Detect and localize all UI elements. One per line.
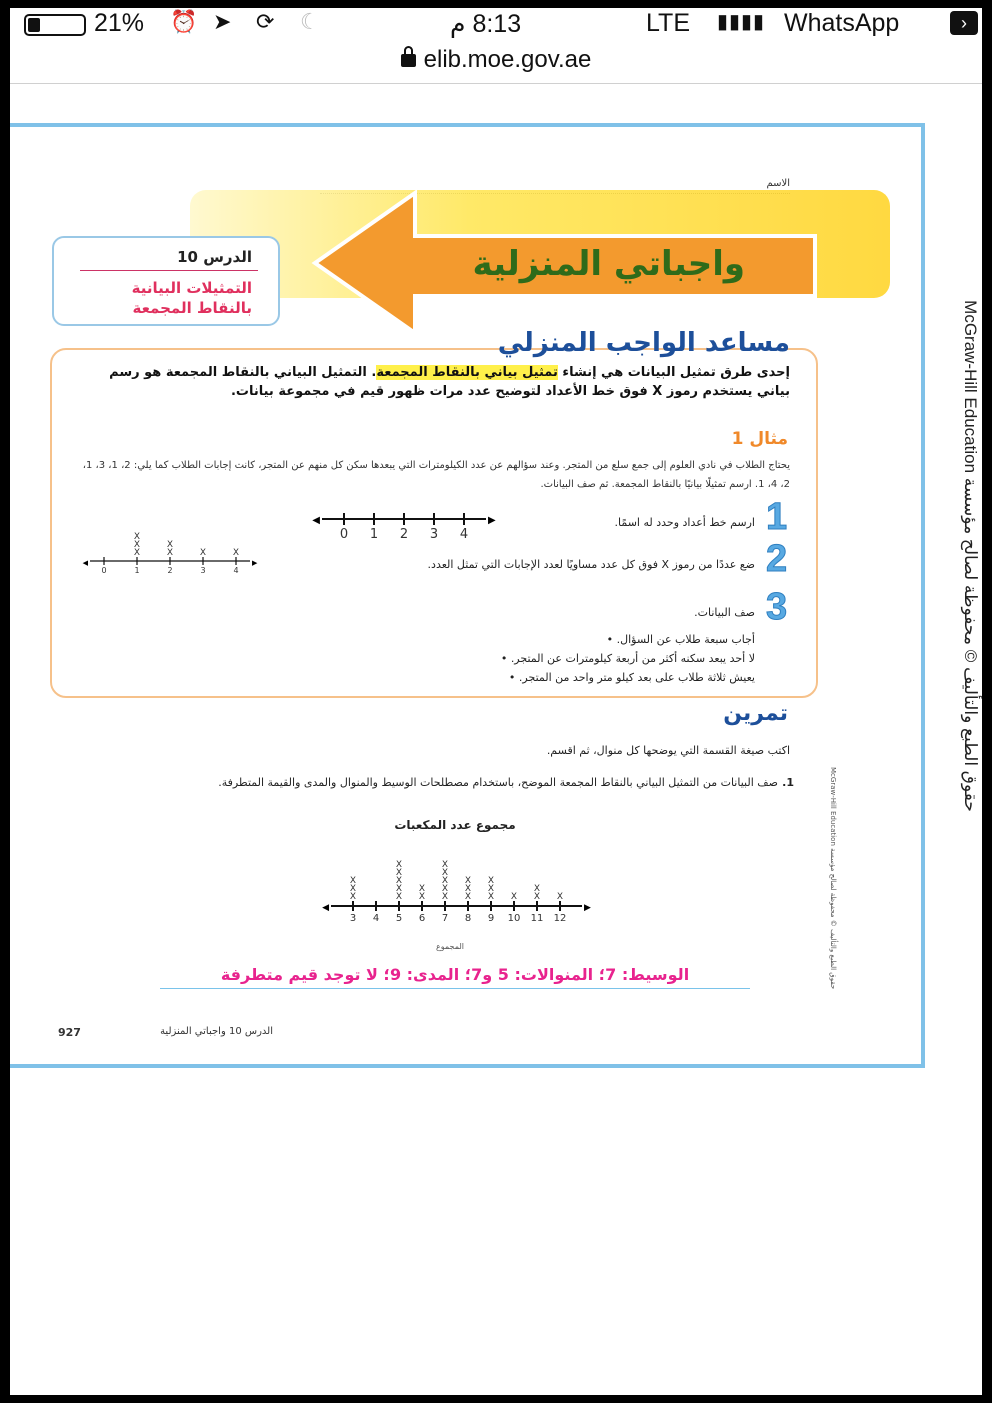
lesson-title: التمثيلات البيانية بالنقاط المجمعة xyxy=(131,279,252,317)
x-mark: X xyxy=(349,892,357,902)
phone-screen xyxy=(10,8,982,1395)
bullet-item: يعيش ثلاثة طلاب على بعد كيلو متر واحد من المتجر. • xyxy=(350,668,755,687)
x-mark: X xyxy=(166,548,174,558)
answer-line: الوسيط: 7؛ المنوالات: 5 و7؛ المدى: 9؛ لا توجد قيم متطرفة xyxy=(160,965,750,989)
question-text: صف البيانات من التمثيل البياني بالنقاط المجمعة الموضح، باستخدام مصطلحات الوسيط والمنوال والمدى والقيمة المتطرفة. xyxy=(218,776,778,789)
tick-label: 11 xyxy=(530,913,544,924)
axis-arrow-left: ◀ xyxy=(82,559,88,567)
footer-lesson: الدرس 10 واجباتي المنزلية xyxy=(160,1026,273,1037)
x-mark: X xyxy=(487,884,495,894)
question-1 xyxy=(80,773,794,793)
axis-arrow-right: ▶ xyxy=(252,559,258,567)
tick-label: 7 xyxy=(441,913,449,924)
bullet-item: أجاب سبعة طلاب عن السؤال. • xyxy=(350,630,755,649)
example-bullets xyxy=(350,630,755,687)
tick-label: 3 xyxy=(200,566,206,575)
x-mark: X xyxy=(418,892,426,902)
tick-label: 1 xyxy=(369,527,379,542)
x-mark: X xyxy=(487,876,495,886)
step-1-number: 1 xyxy=(766,496,788,538)
x-mark: X xyxy=(133,532,141,542)
url-text: elib.moe.gov.ae xyxy=(423,46,592,73)
status-bar xyxy=(10,8,982,40)
cubes-dot-plot xyxy=(310,836,600,936)
x-mark: X xyxy=(533,892,541,902)
axis-arrow-left: ◀ xyxy=(312,515,320,526)
tick-label: 2 xyxy=(167,566,173,575)
tick-label: 0 xyxy=(101,566,107,575)
battery-percent: 21% xyxy=(94,9,145,37)
x-mark: X xyxy=(395,868,403,878)
x-mark: X xyxy=(349,876,357,886)
tick-label: 8 xyxy=(464,913,472,924)
x-mark: X xyxy=(510,892,518,902)
axis-arrow-right: ▶ xyxy=(488,515,496,526)
lesson-number: الدرس 10 xyxy=(177,248,252,266)
tick-label: 12 xyxy=(553,913,567,924)
x-mark: X xyxy=(556,892,564,902)
x-mark: X xyxy=(441,876,449,886)
x-mark: X xyxy=(464,876,472,886)
x-mark: X xyxy=(418,884,426,894)
x-mark: X xyxy=(395,884,403,894)
x-mark: X xyxy=(441,868,449,878)
chart-xlabel: المجموع xyxy=(436,942,464,951)
chevron-right-icon[interactable]: › xyxy=(950,11,978,35)
signal-icon: ▮▮▮▮ xyxy=(717,11,766,33)
exercise-instruction: اكتب صيغة القسمة التي يوضحها كل منوال، ثم اقسم. xyxy=(546,744,790,757)
x-mark: X xyxy=(464,892,472,902)
x-mark: X xyxy=(232,548,240,558)
address-bar[interactable] xyxy=(10,40,982,84)
tick-label: 0 xyxy=(339,527,349,542)
question-number: 1. xyxy=(782,776,794,789)
example-dot-plot xyxy=(80,528,260,583)
intro-paragraph: إحدى طرق تمثيل البيانات هي إنشاء تمثيل بياني بالنقاط المجمعة. التمثيل البياني بالنقاط المجمعة هو رسم بياني يستخدم رموز X فوق خط الأعداد لتوضيح عدد مرات ظهور قيم في مجموعة بيانات. xyxy=(109,365,790,399)
x-mark: X xyxy=(395,876,403,886)
step-2-text: ضع عددًا من رموز X فوق كل عدد مساويًا لعدد الإجابات التي تمثل العدد. xyxy=(427,558,755,571)
x-mark: X xyxy=(464,884,472,894)
step-1-text: ارسم خط أعداد وحدد له اسمًا. xyxy=(614,516,755,529)
tick-label: 3 xyxy=(429,527,439,542)
banner-title: واجباتي المنزلية xyxy=(472,244,745,284)
side-copyright: حقوق الطبع والتأليف © محفوظة لصالح مؤسسة McGraw-Hill Education xyxy=(961,300,980,812)
tick-label: 9 xyxy=(487,913,495,924)
tick-label: 2 xyxy=(399,527,409,542)
tick-label: 3 xyxy=(349,913,357,924)
x-mark: X xyxy=(533,884,541,894)
axis-arrow-right: ▶ xyxy=(584,903,591,913)
tick-label: 4 xyxy=(459,527,469,542)
alarm-icon: ⏰ xyxy=(170,9,198,34)
step-2-number: 2 xyxy=(766,538,788,580)
example-text: يحتاج الطلاب في نادي العلوم إلى جمع سلع من المتجر. وعند سؤالهم عن عدد الكيلومترات التي يبعدها سكن كل منهم عن المتجر، كانت إجابات الطلاب كما يلي: 2، 1، 3، 1، 2، 4، 1. ارسم تمثيلًا بيانيًا بالنقاط المجمعة. ثم صف البيانات. xyxy=(82,460,790,490)
tick-label: 6 xyxy=(418,913,426,924)
x-mark: X xyxy=(133,540,141,550)
inner-copyright: McGraw-Hill Education حقوق الطبع والتأليف © محفوظة لصالح مؤسسة xyxy=(829,767,837,990)
clock: 8:13 م xyxy=(450,10,522,38)
helper-title: مساعد الواجب المنزلي xyxy=(497,328,790,358)
x-mark: X xyxy=(487,892,495,902)
tick-label: 4 xyxy=(233,566,239,575)
x-mark: X xyxy=(441,892,449,902)
x-mark: X xyxy=(199,548,207,558)
step-3-text: صف البيانات. xyxy=(694,606,755,619)
tick-label: 1 xyxy=(134,566,140,575)
location-icon: ➤ xyxy=(213,9,232,34)
tick-label: 10 xyxy=(507,913,521,924)
chart-title: مجموع عدد المكعبات xyxy=(394,818,516,832)
x-mark: X xyxy=(133,548,141,558)
network-type: LTE xyxy=(646,9,690,37)
back-to-app[interactable]: WhatsApp xyxy=(784,9,900,37)
tick-label: 5 xyxy=(395,913,403,924)
bullet-item: لا أحد يبعد سكنه أكثر من أربعة كيلومترات عن المتجر. • xyxy=(350,649,755,668)
name-label: الاسم xyxy=(766,178,790,189)
number-line-blank xyxy=(308,503,498,553)
axis-arrow-left: ◀ xyxy=(322,903,329,913)
x-mark: X xyxy=(441,860,449,870)
x-mark: X xyxy=(349,884,357,894)
lesson-tag xyxy=(52,236,280,326)
dnd-moon-icon: ☾ xyxy=(300,9,320,34)
rotation-lock-icon: ⟳ xyxy=(256,9,275,34)
exercise-title: تمرين xyxy=(723,701,788,726)
example-title: مثال 1 xyxy=(731,429,788,449)
x-mark: X xyxy=(395,892,403,902)
battery-icon xyxy=(24,14,86,36)
step-3-number: 3 xyxy=(766,586,788,628)
lock-icon xyxy=(401,54,416,67)
tick-label: 4 xyxy=(372,913,380,924)
highlight-term: تمثيل بياني بالنقاط المجمعة xyxy=(376,365,558,380)
x-mark: X xyxy=(395,860,403,870)
page-number: 927 xyxy=(58,1026,81,1039)
x-mark: X xyxy=(441,884,449,894)
x-mark: X xyxy=(166,540,174,550)
